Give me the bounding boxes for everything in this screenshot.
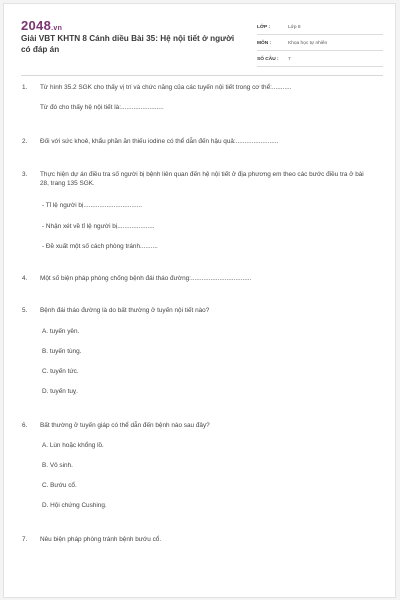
logo-main: 2048 [21,18,52,33]
question-number: 7. [22,536,28,543]
question-number: 3. [22,171,28,178]
answer-option[interactable]: B. Vô sinh. [42,462,73,469]
question-text: Bất thường ở tuyến giáp có thể dẫn đến bệnh nào sau đây? [40,422,210,429]
question-number: 4. [22,275,28,282]
answer-option[interactable]: D. tuyến tuỵ. [42,388,78,395]
meta-key: LỚP : [257,25,271,30]
question-text: Từ hình 35.2 SGK cho thấy vị trí và chức năng của các tuyến nội tiết trong cơ thể:........... [40,84,292,91]
document-page [3,3,396,598]
question-text: Một số biện pháp phòng chống bệnh đái tháo đường:.................................. [40,275,252,282]
answer-option[interactable]: C. Bướu cổ. [42,482,77,489]
question-text: Nêu biện pháp phòng tránh bệnh bướu cổ. [40,536,162,543]
logo-suffix: .vn [51,25,63,32]
answer-option[interactable]: B. tuyến tùng. [42,348,82,355]
question-list [4,4,395,597]
meta-key: SỐ CÂU : [257,57,279,62]
meta-value: Lớp 8 [288,25,301,30]
question-number: 1. [22,84,28,91]
question-number: 6. [22,422,28,429]
page-title: Giải VBT KHTN 8 Cánh diều Bài 35: Hệ nội tiết ở người có đáp án [21,34,235,54]
answer-option[interactable]: A. tuyến yên. [42,328,80,335]
question-text: Bệnh đái tháo đường là do bất thường ở tuyến nội tiết nào? [40,307,210,314]
answer-line: - Nhận xét về tỉ lệ người bị..................... [42,223,155,230]
question-number: 2. [22,138,28,145]
meta-value: Khoa học tự nhiên [288,41,328,46]
meta-key: MÔN : [257,41,272,46]
question-number: 5. [22,307,28,314]
question-text: Đối với sức khoẻ, khẩu phần ăn thiếu iodine có thể dẫn đến hậu quả:........................ [40,138,279,145]
meta-value: 7 [288,57,291,62]
answer-line: - Tỉ lệ người bị................................. [42,202,142,209]
answer-option[interactable]: D. Hội chứng Cushing. [42,502,107,509]
answer-option[interactable]: C. tuyến tức. [42,368,79,375]
answer-line: Từ đó cho thấy hệ nội tiết là:........................ [40,104,164,111]
question-text: Thực hiện dự án điều tra số người bị bệnh liên quan đến hệ nội tiết ở địa phương em theo các bước điều tra ở bài 28, trang 135 SGK. [40,171,364,187]
answer-line: - Đề xuất một số cách phòng tránh.......... [42,243,158,250]
answer-option[interactable]: A. Lùn hoặc khổng lồ. [42,442,104,449]
